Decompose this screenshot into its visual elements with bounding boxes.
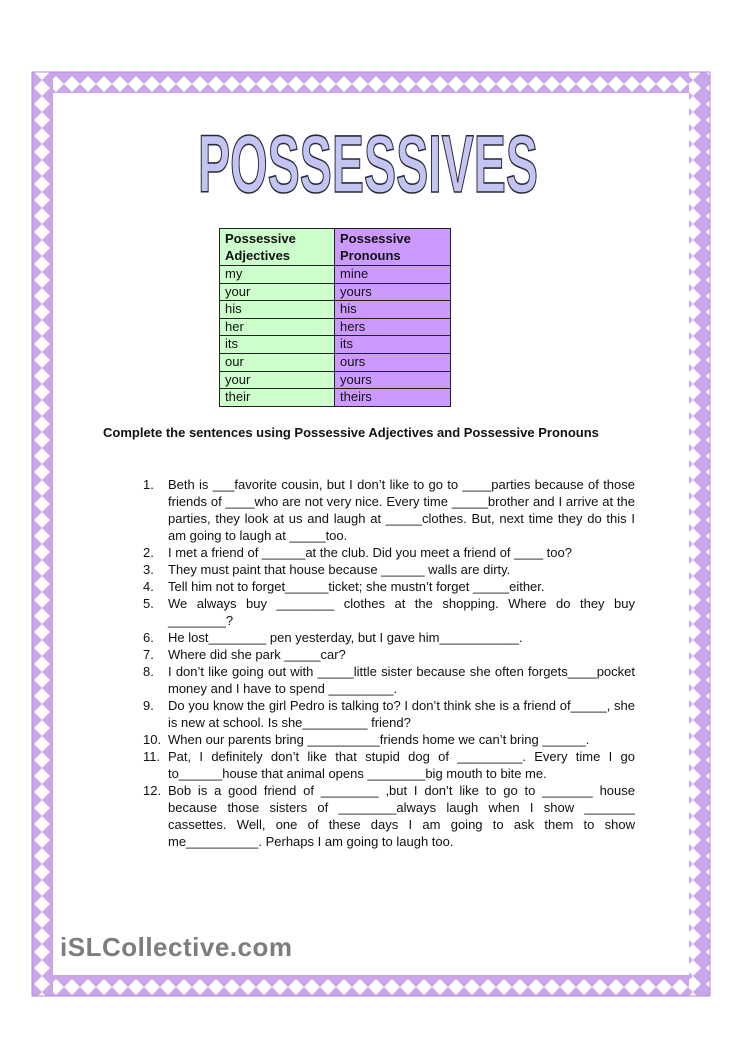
item-text: I met a friend of ______at the club. Did you meet a friend of ____ too? bbox=[168, 545, 572, 560]
adjective-cell: your bbox=[220, 283, 335, 301]
item-text: Beth is ___favorite cousin, but I don’t like to go to ____parties because of those friends of ____who are not very nice. Every time _____brother and I arrive at the parties, they look at us and laugh at _____clothes. But, next time they do this I am going to laugh at _____too. bbox=[168, 477, 635, 543]
header-possessive-adjectives: Possessive Adjectives bbox=[220, 229, 335, 266]
pronoun-cell: yours bbox=[335, 283, 451, 301]
table-row bbox=[220, 301, 451, 319]
list-item bbox=[103, 697, 635, 731]
item-number: 12. bbox=[143, 783, 162, 798]
item-text: When our parents bring __________friends home we can’t bring ______. bbox=[168, 732, 590, 747]
list-item bbox=[103, 731, 635, 748]
list-item bbox=[103, 578, 635, 595]
list-item bbox=[103, 561, 635, 578]
list-item bbox=[103, 646, 635, 663]
item-number: 8. bbox=[143, 664, 154, 679]
table-row bbox=[220, 371, 451, 389]
adjective-cell: my bbox=[220, 266, 335, 284]
list-item bbox=[103, 782, 635, 850]
pronoun-cell: yours bbox=[335, 371, 451, 389]
item-number: 6. bbox=[143, 630, 154, 645]
item-number: 7. bbox=[143, 647, 154, 662]
item-text: Where did she park _____car? bbox=[168, 647, 346, 662]
list-item bbox=[103, 476, 635, 544]
table-row bbox=[220, 336, 451, 354]
item-number: 4. bbox=[143, 579, 154, 594]
item-text: Bob is a good friend of ________ ,but I don’t like to go to _______ house because those sisters of ________always laugh when I show _______ cassettes. Well, one of these days I am going to ask them to show me__________. Perhaps I am going to laugh too. bbox=[168, 783, 635, 849]
item-text: Do you know the girl Pedro is talking to? I don’t think she is a friend of_____, she is new at school. Is she_________ friend? bbox=[168, 698, 635, 730]
list-item bbox=[103, 595, 635, 629]
item-text: Tell him not to forget______ticket; she mustn’t forget _____either. bbox=[168, 579, 545, 594]
table-row bbox=[220, 389, 451, 407]
table-header-row bbox=[220, 229, 451, 266]
item-text: We always buy ________ clothes at the shopping. Where do they buy ________? bbox=[168, 596, 635, 628]
table-row bbox=[220, 318, 451, 336]
pronoun-cell: mine bbox=[335, 266, 451, 284]
list-item bbox=[103, 663, 635, 697]
item-number: 10. bbox=[143, 732, 162, 747]
list-item bbox=[103, 629, 635, 646]
worksheet-title bbox=[0, 118, 736, 213]
item-number: 5. bbox=[143, 596, 154, 611]
table-row bbox=[220, 353, 451, 371]
item-text: I don’t like going out with _____little sister because she often forgets____pocket money and I have to spend _________. bbox=[168, 664, 635, 696]
item-number: 1. bbox=[143, 477, 154, 492]
pronoun-cell: his bbox=[335, 301, 451, 319]
pronoun-cell: ours bbox=[335, 353, 451, 371]
item-number: 11. bbox=[143, 749, 161, 764]
list-item bbox=[103, 544, 635, 561]
title-text: POSSESSIVES bbox=[198, 119, 538, 210]
adjective-cell: its bbox=[220, 336, 335, 354]
item-number: 2. bbox=[143, 545, 154, 560]
table-row bbox=[220, 266, 451, 284]
site-watermark: iSLCollective.com bbox=[60, 932, 293, 962]
adjective-cell: your bbox=[220, 371, 335, 389]
table-row bbox=[220, 283, 451, 301]
item-number: 9. bbox=[143, 698, 154, 713]
exercise-list bbox=[103, 476, 635, 850]
list-item bbox=[103, 748, 635, 782]
pronoun-cell: theirs bbox=[335, 389, 451, 407]
adjective-cell: their bbox=[220, 389, 335, 407]
item-number: 3. bbox=[143, 562, 154, 577]
adjective-cell: our bbox=[220, 353, 335, 371]
possessives-table bbox=[219, 228, 451, 407]
instructions-heading: Complete the sentences using Possessive Adjectives and Possessive Pronouns bbox=[103, 425, 599, 440]
adjective-cell: her bbox=[220, 318, 335, 336]
pronoun-cell: its bbox=[335, 336, 451, 354]
item-text: He lost________ pen yesterday, but I gave him___________. bbox=[168, 630, 523, 645]
item-text: They must paint that house because ______ walls are dirty. bbox=[168, 562, 511, 577]
header-possessive-pronouns: Possessive Pronouns bbox=[335, 229, 451, 266]
pronoun-cell: hers bbox=[335, 318, 451, 336]
adjective-cell: his bbox=[220, 301, 335, 319]
item-text: Pat, I definitely don’t like that stupid dog of _________. Every time I go to______house that animal opens ________big mouth to bite me. bbox=[168, 749, 635, 781]
